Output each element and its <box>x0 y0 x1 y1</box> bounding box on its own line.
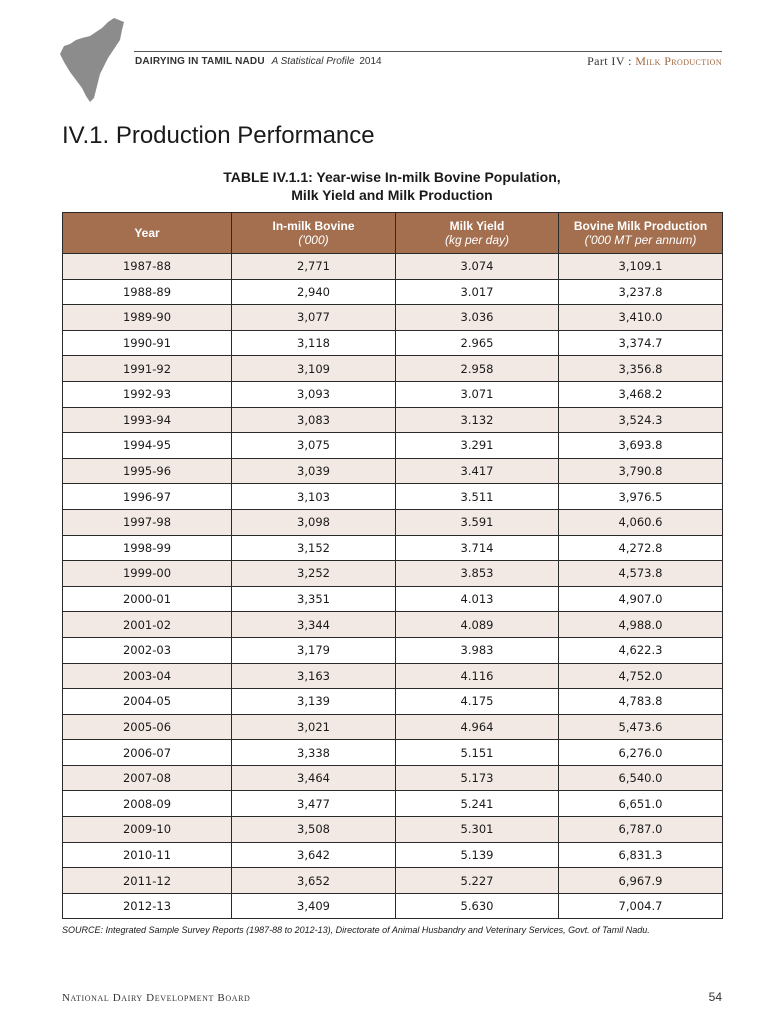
milk-yield-cell: 2.965 <box>396 330 559 356</box>
milk-yield-cell: 5.139 <box>396 842 559 868</box>
milk-yield-cell: 5.227 <box>396 868 559 894</box>
year-cell: 1991-92 <box>63 356 232 382</box>
in-milk-bovine-cell: 3,252 <box>232 561 396 587</box>
table-caption-line-2: Milk Yield and Milk Production <box>291 187 493 203</box>
table-row <box>63 740 723 766</box>
column-header-unit: ('000) <box>298 233 329 247</box>
milk-production-cell: 4,783.8 <box>559 689 723 715</box>
in-milk-bovine-cell: 3,163 <box>232 663 396 689</box>
milk-yield-cell: 3.291 <box>396 433 559 459</box>
section-label: Milk Production <box>635 54 722 68</box>
publication-year: 2014 <box>359 56 382 67</box>
table-row <box>63 535 723 561</box>
table-body <box>63 254 723 919</box>
publication-header <box>135 56 382 67</box>
year-cell: 1989-90 <box>63 305 232 331</box>
milk-yield-cell: 5.151 <box>396 740 559 766</box>
in-milk-bovine-cell: 3,508 <box>232 817 396 843</box>
in-milk-bovine-cell: 3,344 <box>232 612 396 638</box>
milk-yield-cell: 3.036 <box>396 305 559 331</box>
footer-organization: National Dairy Development Board <box>62 992 251 1004</box>
header-rule <box>134 51 722 52</box>
milk-yield-cell: 3.853 <box>396 561 559 587</box>
milk-production-cell: 3,410.0 <box>559 305 723 331</box>
column-header-label: In-milk Bovine <box>272 219 355 233</box>
table-row <box>63 817 723 843</box>
in-milk-bovine-cell: 3,075 <box>232 433 396 459</box>
milk-production-cell: 4,622.3 <box>559 637 723 663</box>
milk-production-cell: 4,988.0 <box>559 612 723 638</box>
table-row <box>63 279 723 305</box>
page-title: IV.1. Production Performance <box>62 122 375 149</box>
table-row <box>63 509 723 535</box>
milk-production-cell: 7,004.7 <box>559 893 723 919</box>
milk-yield-cell: 3.417 <box>396 458 559 484</box>
in-milk-bovine-cell: 3,109 <box>232 356 396 382</box>
table-row <box>63 407 723 433</box>
milk-yield-cell: 3.074 <box>396 254 559 280</box>
milk-production-cell: 4,060.6 <box>559 509 723 535</box>
table-row <box>63 458 723 484</box>
year-cell: 2011-12 <box>63 868 232 894</box>
table-row <box>63 663 723 689</box>
year-cell: 1992-93 <box>63 381 232 407</box>
table-row <box>63 893 723 919</box>
milk-production-cell: 6,967.9 <box>559 868 723 894</box>
in-milk-bovine-cell: 3,409 <box>232 893 396 919</box>
in-milk-bovine-cell: 3,077 <box>232 305 396 331</box>
milk-yield-cell: 3.714 <box>396 535 559 561</box>
milk-yield-cell: 3.983 <box>396 637 559 663</box>
column-header-unit: (kg per day) <box>444 233 510 247</box>
in-milk-bovine-cell: 3,351 <box>232 586 396 612</box>
in-milk-bovine-cell: 3,338 <box>232 740 396 766</box>
milk-production-cell: 3,468.2 <box>559 381 723 407</box>
milk-yield-cell: 3.511 <box>396 484 559 510</box>
year-cell: 1998-99 <box>63 535 232 561</box>
year-cell: 1987-88 <box>63 254 232 280</box>
table-row <box>63 484 723 510</box>
publication-brand: DAIRYING IN TAMIL NADU <box>135 56 265 67</box>
year-cell: 2006-07 <box>63 740 232 766</box>
part-label: Part IV : <box>587 54 632 68</box>
milk-yield-cell: 5.301 <box>396 817 559 843</box>
milk-production-cell: 3,109.1 <box>559 254 723 280</box>
milk-production-cell: 3,237.8 <box>559 279 723 305</box>
data-table <box>62 212 723 919</box>
in-milk-bovine-cell: 3,652 <box>232 868 396 894</box>
column-header-year <box>63 213 232 254</box>
milk-yield-cell: 4.964 <box>396 714 559 740</box>
milk-yield-cell: 4.175 <box>396 689 559 715</box>
milk-yield-cell: 4.089 <box>396 612 559 638</box>
milk-production-cell: 4,907.0 <box>559 586 723 612</box>
tamil-nadu-map-icon <box>60 16 128 102</box>
year-cell: 1988-89 <box>63 279 232 305</box>
table-row <box>63 689 723 715</box>
year-cell: 1993-94 <box>63 407 232 433</box>
milk-yield-cell: 3.132 <box>396 407 559 433</box>
column-header-milk-yield <box>396 213 559 254</box>
table-row <box>63 765 723 791</box>
table-row <box>63 254 723 280</box>
year-cell: 2010-11 <box>63 842 232 868</box>
milk-production-cell: 3,356.8 <box>559 356 723 382</box>
table-row <box>63 637 723 663</box>
year-cell: 2002-03 <box>63 637 232 663</box>
in-milk-bovine-cell: 3,139 <box>232 689 396 715</box>
year-cell: 2001-02 <box>63 612 232 638</box>
year-cell: 2008-09 <box>63 791 232 817</box>
table-header-row <box>63 213 723 254</box>
milk-yield-cell: 5.173 <box>396 765 559 791</box>
in-milk-bovine-cell: 3,083 <box>232 407 396 433</box>
table-row <box>63 842 723 868</box>
milk-production-cell: 6,651.0 <box>559 791 723 817</box>
table-row <box>63 381 723 407</box>
year-cell: 2004-05 <box>63 689 232 715</box>
milk-yield-cell: 2.958 <box>396 356 559 382</box>
page-number: 54 <box>708 990 722 1004</box>
milk-yield-cell: 3.017 <box>396 279 559 305</box>
milk-yield-cell: 5.241 <box>396 791 559 817</box>
year-cell: 2005-06 <box>63 714 232 740</box>
in-milk-bovine-cell: 3,179 <box>232 637 396 663</box>
milk-yield-cell: 4.116 <box>396 663 559 689</box>
in-milk-bovine-cell: 3,464 <box>232 765 396 791</box>
in-milk-bovine-cell: 2,771 <box>232 254 396 280</box>
milk-production-cell: 4,272.8 <box>559 535 723 561</box>
year-cell: 1996-97 <box>63 484 232 510</box>
milk-yield-cell: 3.071 <box>396 381 559 407</box>
table-row <box>63 714 723 740</box>
table-row <box>63 561 723 587</box>
in-milk-bovine-cell: 3,021 <box>232 714 396 740</box>
year-cell: 1994-95 <box>63 433 232 459</box>
column-header-unit: ('000 MT per annum) <box>584 233 697 247</box>
in-milk-bovine-cell: 3,093 <box>232 381 396 407</box>
column-header-label: Milk Yield <box>449 219 505 233</box>
milk-production-cell: 3,374.7 <box>559 330 723 356</box>
column-header-in-milk-bovine <box>232 213 396 254</box>
milk-production-cell: 4,573.8 <box>559 561 723 587</box>
table-row <box>63 433 723 459</box>
milk-yield-cell: 5.630 <box>396 893 559 919</box>
milk-yield-cell: 3.591 <box>396 509 559 535</box>
column-header-label: Year <box>134 226 160 240</box>
milk-production-cell: 3,790.8 <box>559 458 723 484</box>
milk-production-cell: 3,976.5 <box>559 484 723 510</box>
milk-production-cell: 6,276.0 <box>559 740 723 766</box>
table-row <box>63 868 723 894</box>
year-cell: 2000-01 <box>63 586 232 612</box>
year-cell: 1997-98 <box>63 509 232 535</box>
year-cell: 1995-96 <box>63 458 232 484</box>
milk-yield-cell: 4.013 <box>396 586 559 612</box>
year-cell: 2003-04 <box>63 663 232 689</box>
year-cell: 1999-00 <box>63 561 232 587</box>
in-milk-bovine-cell: 3,039 <box>232 458 396 484</box>
table-row <box>63 586 723 612</box>
table-row <box>63 612 723 638</box>
milk-production-cell: 6,540.0 <box>559 765 723 791</box>
in-milk-bovine-cell: 3,103 <box>232 484 396 510</box>
table-row <box>63 356 723 382</box>
table-caption <box>62 168 722 204</box>
milk-production-cell: 6,831.3 <box>559 842 723 868</box>
column-header-bovine-milk-production <box>559 213 723 254</box>
part-header <box>587 54 722 69</box>
milk-production-cell: 3,524.3 <box>559 407 723 433</box>
in-milk-bovine-cell: 3,477 <box>232 791 396 817</box>
table-row <box>63 330 723 356</box>
publication-subtitle: A Statistical Profile <box>271 56 355 67</box>
in-milk-bovine-cell: 2,940 <box>232 279 396 305</box>
year-cell: 1990-91 <box>63 330 232 356</box>
milk-production-cell: 4,752.0 <box>559 663 723 689</box>
milk-production-cell: 3,693.8 <box>559 433 723 459</box>
in-milk-bovine-cell: 3,152 <box>232 535 396 561</box>
year-cell: 2012-13 <box>63 893 232 919</box>
year-cell: 2007-08 <box>63 765 232 791</box>
table-row <box>63 791 723 817</box>
milk-production-cell: 5,473.6 <box>559 714 723 740</box>
table-row <box>63 305 723 331</box>
column-header-label: Bovine Milk Production <box>573 219 708 233</box>
in-milk-bovine-cell: 3,118 <box>232 330 396 356</box>
source-note: SOURCE: Integrated Sample Survey Reports (1987-88 to 2012-13), Directorate of Animal Husbandry and Veterinary Services, Govt. of Tamil Nadu. <box>62 925 650 935</box>
table-caption-line-1: TABLE IV.1.1: Year-wise In-milk Bovine Population, <box>223 169 561 185</box>
year-cell: 2009-10 <box>63 817 232 843</box>
in-milk-bovine-cell: 3,098 <box>232 509 396 535</box>
in-milk-bovine-cell: 3,642 <box>232 842 396 868</box>
milk-production-cell: 6,787.0 <box>559 817 723 843</box>
